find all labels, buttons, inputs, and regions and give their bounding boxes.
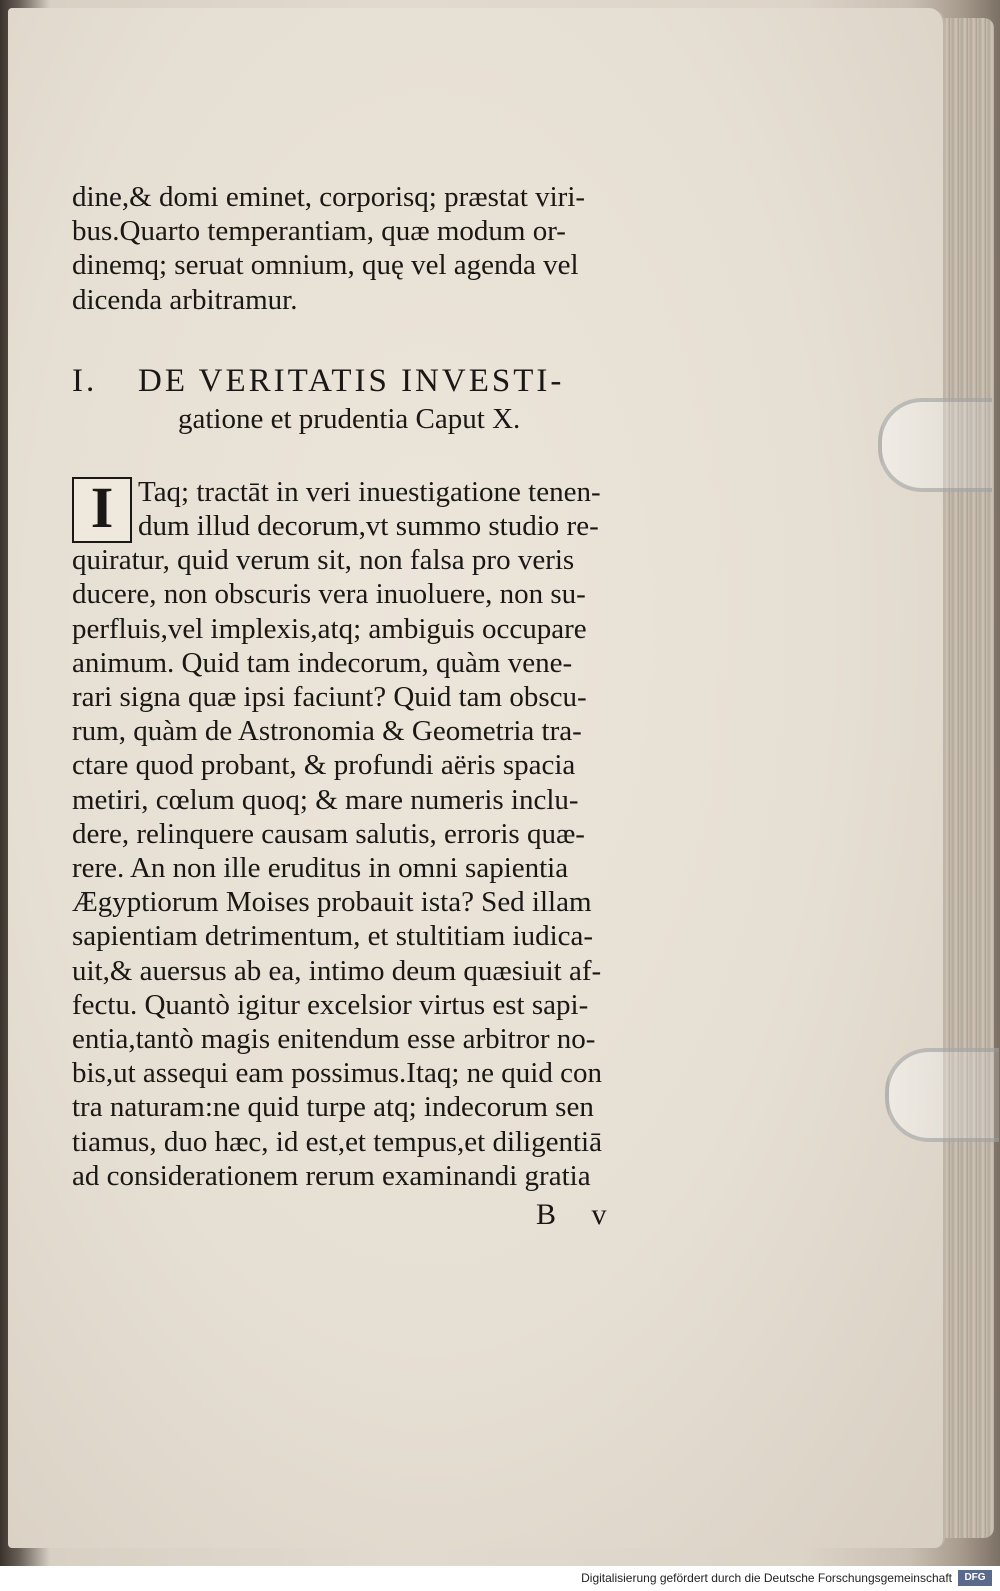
heading-line xyxy=(72,361,712,401)
text-line: metiri, cœlum quoq; & mare numeris inclu- xyxy=(72,783,579,816)
text-line: rari signa quæ ipsi faciunt? Quid tam obscu- xyxy=(72,681,587,714)
drop-cap-initial: I xyxy=(72,477,132,543)
page-clip-bottom xyxy=(885,1048,999,1142)
text-line: animum. Quid tam indecorum, quàm vene- xyxy=(72,646,573,679)
text-line: dum illud decorum,vt summo studio re- xyxy=(138,510,599,543)
text-line: tiamus, duo hæc, id est,et tempus,et diligentiā xyxy=(72,1125,602,1158)
footer-credit: Digitalisierung gefördert durch die Deutsche Forschungsgemeinschaft xyxy=(581,1571,952,1585)
text-line: rum, quàm de Astronomia & Geometria tra- xyxy=(72,715,582,748)
text-line: quiratur, quid verum sit, non falsa pro veris xyxy=(72,544,575,577)
heading-subtitle: gatione et prudentia Caput X. xyxy=(178,402,521,435)
text-line: Ægyptiorum Moises probauit ista? Sed illam xyxy=(72,886,592,919)
heading-title: DE VERITATIS INVESTI- xyxy=(138,362,565,399)
footer-bar xyxy=(0,1566,1000,1591)
text-line: entia,tantò magis enitendum esse arbitror no- xyxy=(72,1023,596,1056)
text-line: bis,ut assequi eam possimus.Itaq; ne quid con xyxy=(72,1057,602,1090)
text-line: bus.Quarto temperantiam, quæ modum or- xyxy=(72,215,566,248)
text-line: ctare quod probant, & profundi aëris spacia xyxy=(72,749,576,782)
paragraph-top xyxy=(72,180,712,317)
text-line: dicenda arbitramur. xyxy=(72,283,298,316)
text-line: uit,& auersus ab ea, intimo deum quæsiuit af- xyxy=(72,954,602,987)
heading-number: I. xyxy=(72,362,98,399)
dfg-logo: DFG xyxy=(958,1570,992,1586)
text-line: dine,& domi eminet, corporisq; præstat viri- xyxy=(72,181,586,213)
chapter-heading xyxy=(72,361,712,437)
text-line: fectu. Quantò igitur excelsior virtus est sapi- xyxy=(72,988,589,1021)
page-text xyxy=(72,180,712,1193)
text-line: tra naturam:ne quid turpe atq; indecorum sen xyxy=(72,1091,594,1124)
text-line: Taq; tractāt in veri inuestigatione tenen- xyxy=(138,475,601,508)
text-line: perfluis,vel implexis,atq; ambiguis occupare xyxy=(72,612,587,645)
text-line: dinemq; seruat omnium, quę vel agenda vel xyxy=(72,249,579,282)
text-line: ducere, non obscuris vera inuoluere, non su- xyxy=(72,578,586,611)
signature-mark: B v xyxy=(536,1198,621,1231)
page-clip-top xyxy=(878,398,992,492)
paragraph-main xyxy=(72,475,712,1193)
text-line: dere, relinquere causam salutis, erroris quæ- xyxy=(72,817,585,850)
text-line: rere. An non ille eruditus in omni sapientia xyxy=(72,852,569,885)
text-line: sapientiam detrimentum, et stultitiam iudica- xyxy=(72,920,594,953)
text-line: ad considerationem rerum examinandi gratia xyxy=(72,1159,591,1192)
